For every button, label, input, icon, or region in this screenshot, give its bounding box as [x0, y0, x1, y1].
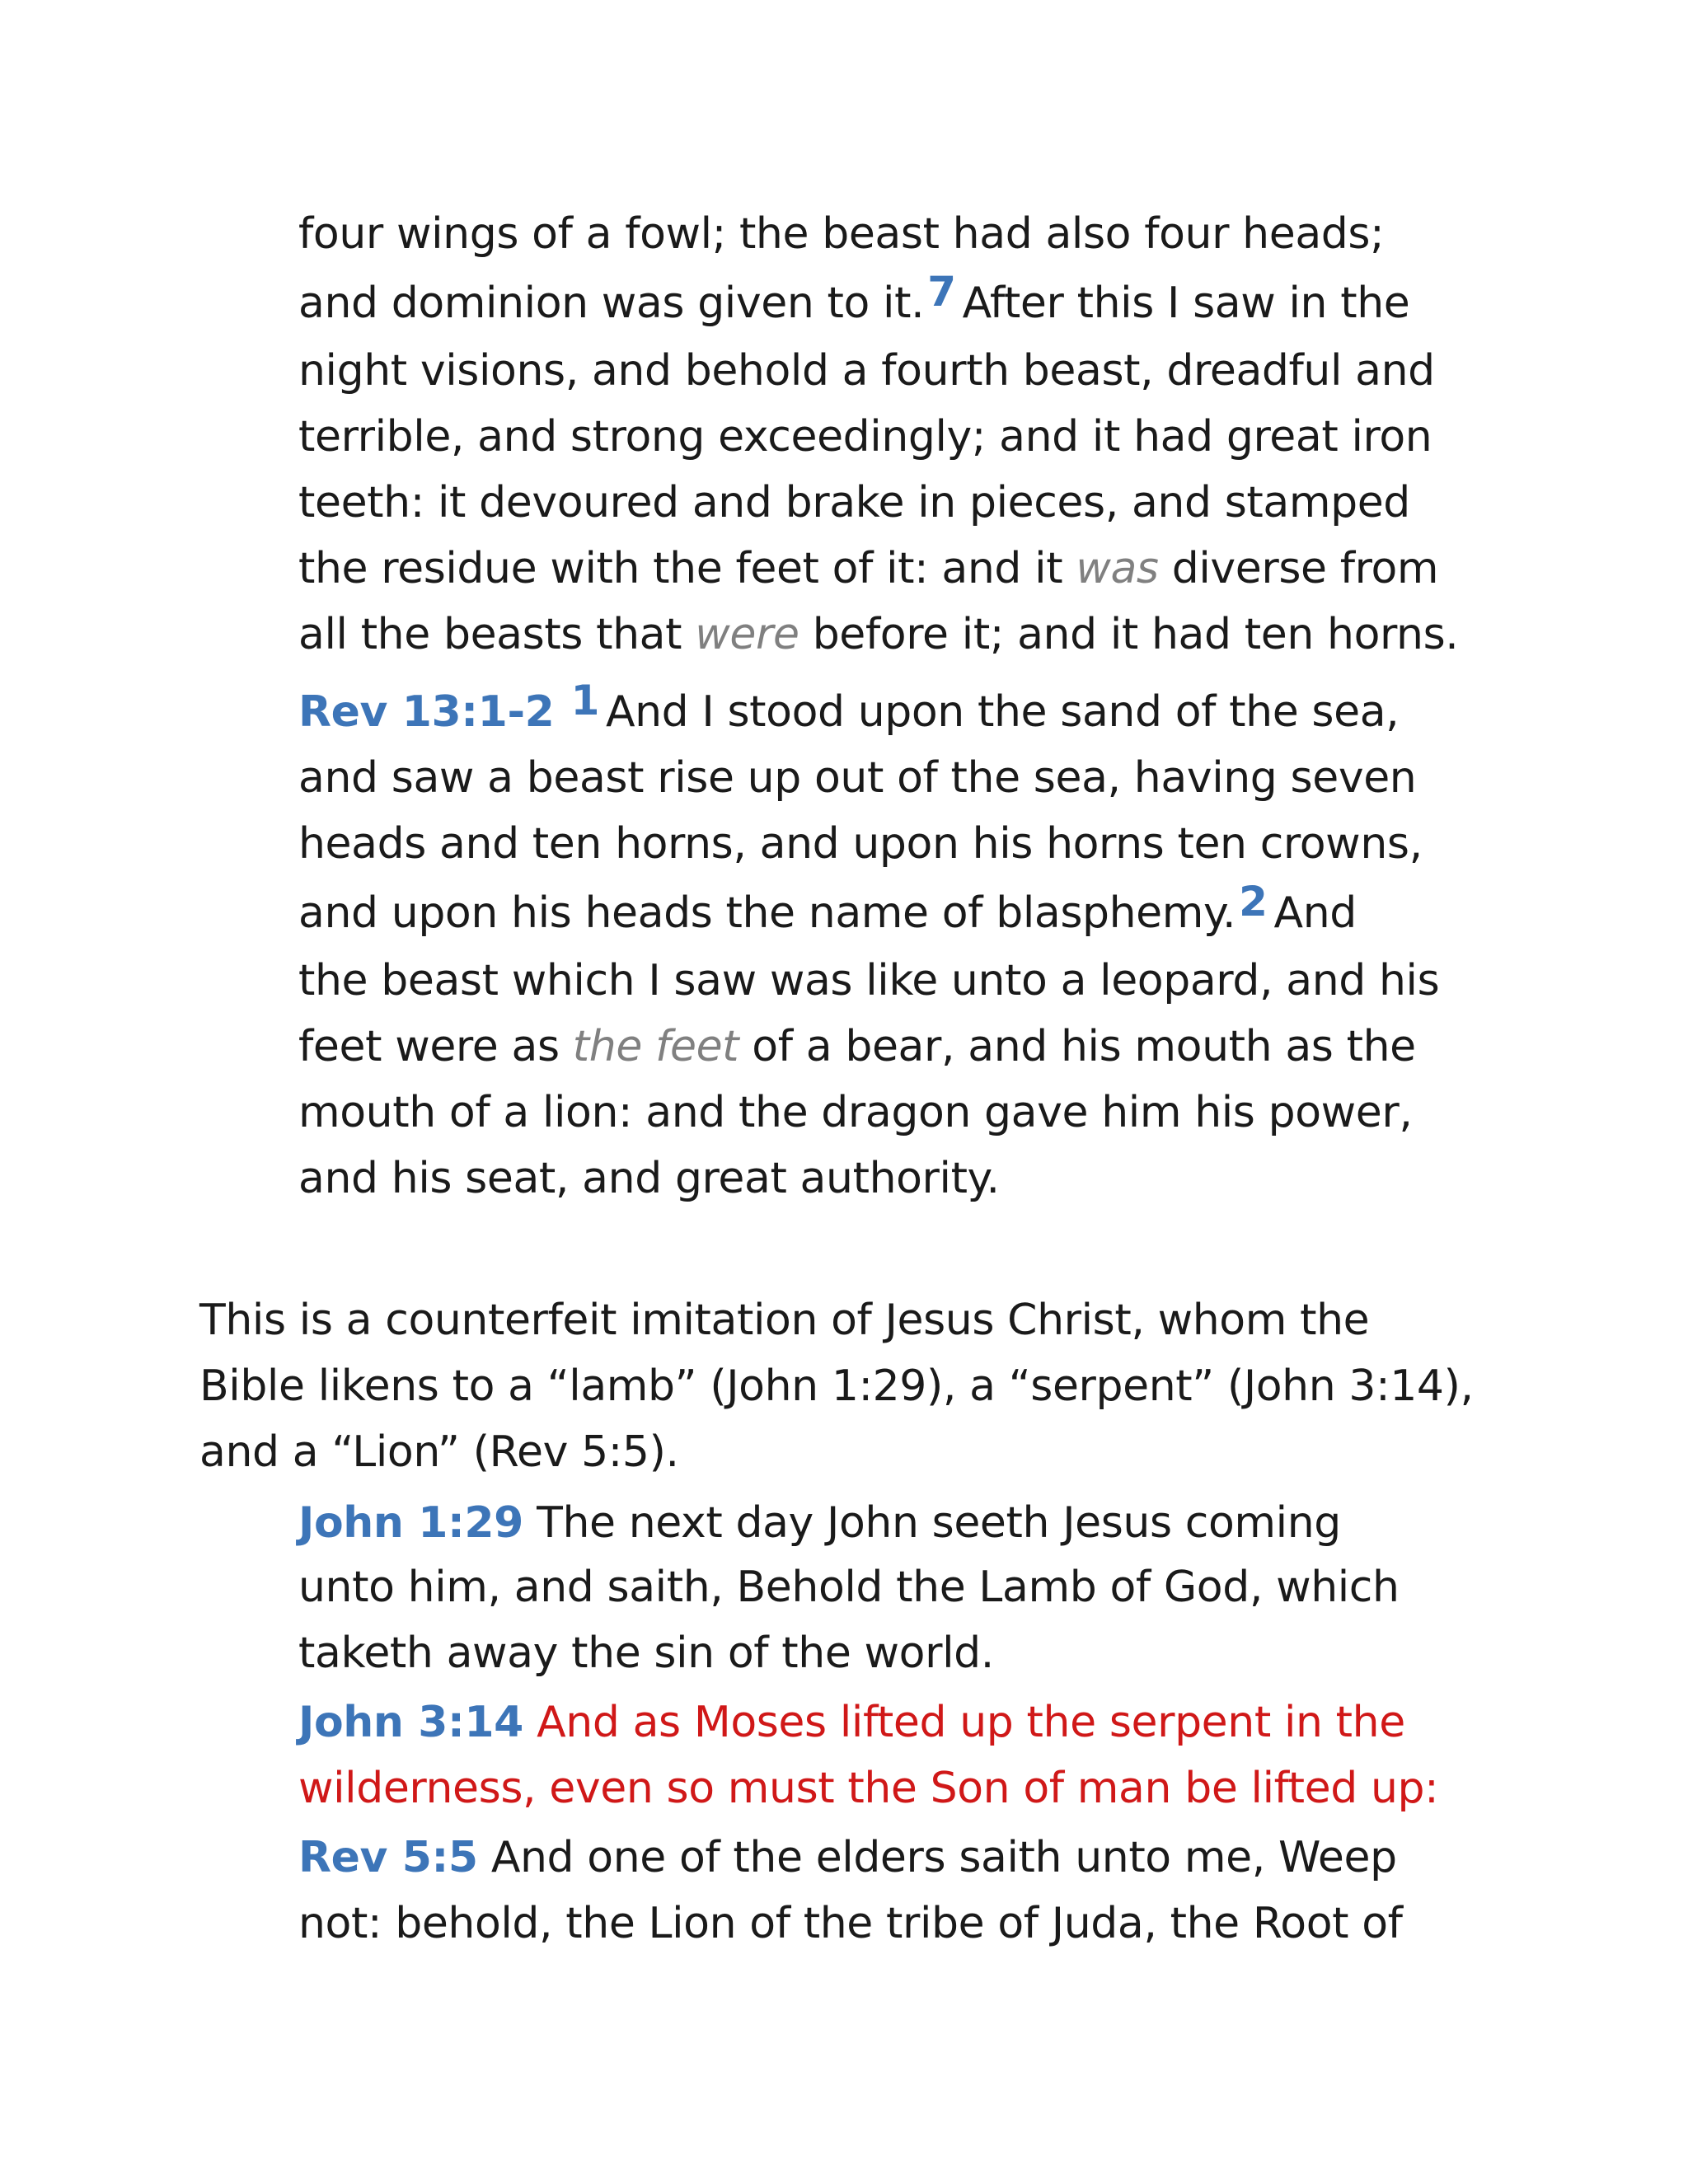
passage-line [298, 201, 1384, 267]
verse-text: before it; and it had ten horns. [812, 610, 1459, 659]
verse-text: the beast which I saw was like unto a leopard, and his [298, 956, 1440, 1005]
verse-text: of a bear, and his mouth as the [752, 1022, 1416, 1071]
verse-text: and dominion was given to it. [298, 279, 925, 328]
verse-text: After this I saw in the [962, 279, 1410, 328]
supplied-word: were [695, 610, 799, 659]
passage-line [298, 1490, 1341, 1556]
scripture-reference: John 1:29 [298, 1498, 523, 1548]
verse-text: teeth: it devoured and brake in pieces, and stamped [298, 478, 1410, 527]
verse-text: taketh away the sin of the world. [298, 1629, 994, 1678]
verse-text: terrible, and strong exceedingly; and it had great iron [298, 412, 1432, 462]
verse-text: and upon his heads the name of blasphemy. [298, 888, 1236, 938]
verse-text: night visions, and behold a fourth beast, dreadful and [298, 346, 1435, 396]
verse-text: and his seat, and great authority. [298, 1154, 1000, 1203]
supplied-word: the feet [572, 1022, 739, 1071]
verse-text: diverse from [1171, 544, 1439, 593]
commentary-line [199, 1287, 1369, 1353]
passage-line [298, 745, 1416, 811]
verse-text: And [1273, 888, 1357, 938]
verse-number: 7 [927, 268, 956, 316]
passage-line [298, 270, 1409, 336]
passage-line [298, 948, 1439, 1014]
verse-text: feet were as [298, 1022, 560, 1071]
passage-line [298, 602, 1458, 668]
passage-line [298, 1554, 1400, 1620]
passage-line [298, 1080, 1412, 1146]
verse-text: all the beasts that [298, 610, 682, 659]
verse-number: 2 [1239, 878, 1268, 926]
verse-text: not: behold, the Lion of the tribe of Juda, the Root of [298, 1899, 1403, 1948]
passage-line [298, 679, 1399, 745]
passage-line [298, 1620, 994, 1686]
commentary-line [199, 1353, 1474, 1419]
passage-line [298, 470, 1410, 536]
passage-line [298, 1891, 1403, 1957]
red-letter-text: And as Moses lifted up the serpent in the [537, 1698, 1405, 1747]
passage-line [298, 811, 1423, 877]
scripture-reference: John 3:14 [298, 1698, 523, 1747]
commentary-text: Bible likens to a “lamb” (John 1:29), a “serpent” (John 3:14), [199, 1361, 1474, 1411]
red-letter-text: wilderness, even so must the Son of man be lifted up: [298, 1764, 1439, 1813]
verse-text: mouth of a lion: and the dragon gave him his power, [298, 1088, 1413, 1137]
passage-line [298, 1825, 1397, 1891]
passage-line [298, 1146, 1000, 1212]
verse-number: 1 [570, 677, 599, 724]
commentary-line [199, 1419, 679, 1485]
verse-text: unto him, and saith, Behold the Lamb of God, which [298, 1563, 1400, 1612]
verse-text: four wings of a fowl; the beast had also four heads; [298, 209, 1385, 259]
verse-text: And I stood upon the sand of the sea, [605, 687, 1400, 737]
scripture-reference: Rev 5:5 [298, 1833, 478, 1882]
passage-line [298, 1690, 1405, 1755]
scripture-reference: Rev 13:1-2 [298, 687, 555, 737]
verse-text: the residue with the feet of it: and it [298, 544, 1063, 593]
passage-line [298, 1014, 1416, 1080]
passage-line [298, 536, 1438, 602]
passage-line [298, 880, 1357, 946]
commentary-text: This is a counterfeit imitation of Jesus Christ, whom the [199, 1296, 1370, 1345]
verse-text: and saw a beast rise up out of the sea, having seven [298, 753, 1417, 803]
passage-line [298, 404, 1432, 470]
commentary-text: and a “Lion” (Rev 5:5). [199, 1427, 679, 1477]
supplied-word: was [1076, 544, 1159, 593]
passage-line [298, 1755, 1438, 1821]
passage-line [298, 338, 1435, 404]
verse-text: The next day John seeth Jesus coming [537, 1498, 1341, 1548]
verse-text: heads and ten horns, and upon his horns ten crowns, [298, 819, 1423, 869]
verse-text: And one of the elders saith unto me, Weep [490, 1833, 1397, 1882]
